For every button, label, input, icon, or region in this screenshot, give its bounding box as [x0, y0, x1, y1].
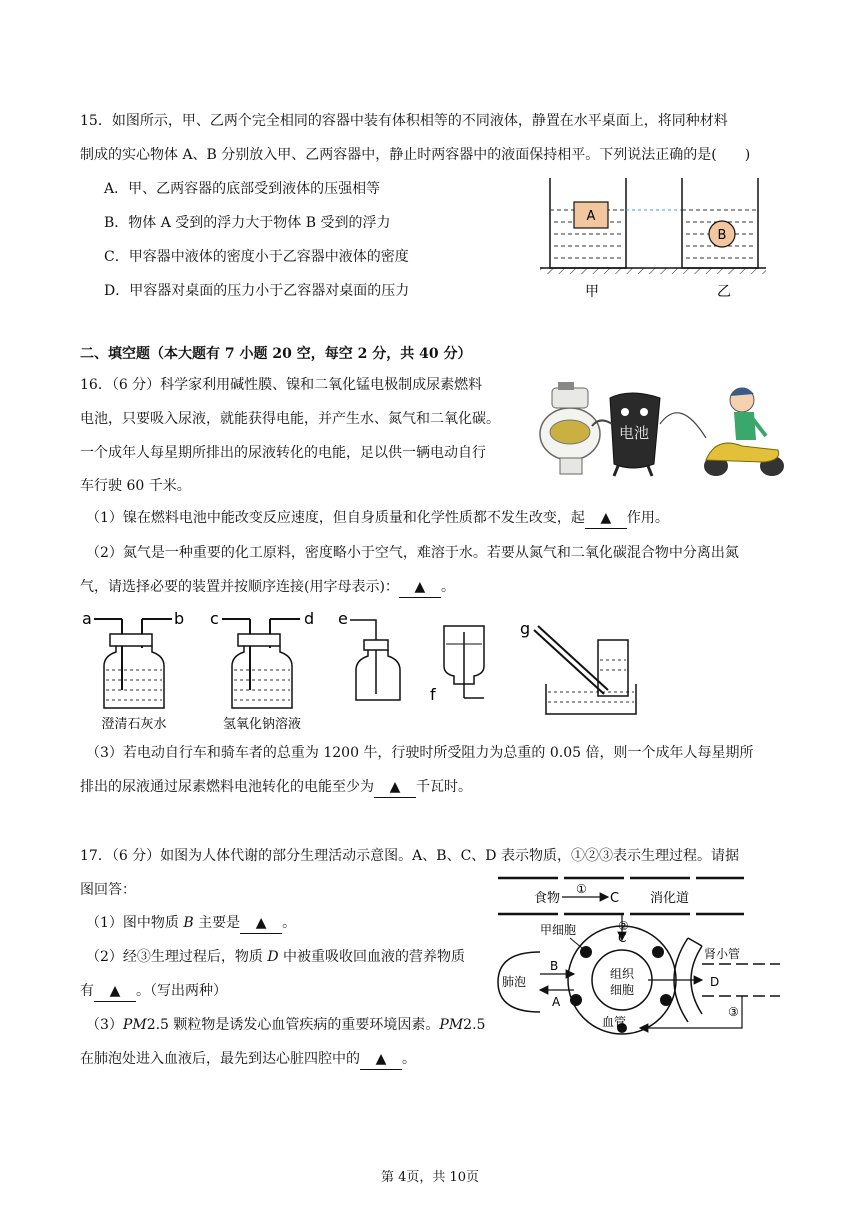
- q17-stem-line-1: 17．（6 分）如图为人体代谢的部分生理活动示意图。A、B、C、D 表示物质，①②③表示生理过程。请据: [80, 848, 739, 864]
- block-a-label: A: [586, 209, 596, 224]
- apparatus-label-naoh: 氢氧化钠溶液: [222, 717, 302, 732]
- apparatus-label-a: a: [82, 609, 92, 628]
- q16-stem-line-4: 车行驶 60 千米。: [80, 478, 191, 494]
- q17-part-3-line-2: [80, 1049, 416, 1070]
- diagram-cell-a: 甲细胞: [540, 923, 577, 937]
- diagram-tissue-2: 细胞: [609, 983, 635, 997]
- q16-part-1: [86, 508, 669, 529]
- diagram-food: 食物: [534, 891, 561, 906]
- container-jia-label: 甲: [585, 284, 599, 300]
- diagram-b: B: [550, 959, 559, 973]
- q17-stem-line-2: 图回答：: [80, 882, 136, 898]
- q15-option-c: C．甲容器中液体的密度小于乙容器中液体的密度: [104, 249, 409, 265]
- q16-part-2-line-2: [80, 577, 455, 598]
- apparatus-label-c: c: [210, 609, 219, 628]
- q16-part-3-end: 千瓦时。: [416, 779, 472, 795]
- apparatus-label-limewater: 澄清石灰水: [101, 717, 167, 732]
- q17-blank-3[interactable]: ▲: [360, 1049, 402, 1070]
- diagram-alveoli: 肺泡: [502, 975, 527, 989]
- q16-part-2-line-1: （2）氮气是一种重要的化工原料，密度略小于空气，难溶于水。若要从氮气和二氧化碳混合物中分离出氮: [86, 545, 739, 561]
- q16-part-3-line-2: [80, 777, 472, 798]
- q16-part-1-end: 作用。: [626, 510, 669, 526]
- page-footer: 第 4页，共 10页: [380, 1170, 480, 1185]
- q16-part-2-end: 。: [440, 579, 455, 595]
- diagram-process-2: ②: [618, 919, 629, 933]
- q17-part-2-line-1: [86, 947, 465, 967]
- diagram-tissue-1: 组织: [609, 967, 635, 981]
- q17-part-2-text-3: 有: [80, 983, 94, 999]
- q17-part-1: [86, 913, 296, 934]
- q16-stem-line-2: 电池，只要吸入尿液，就能获得电能，并产生水、氮气和二氧化碳。: [80, 411, 500, 427]
- q17-part-2-end: 。（写出两种）: [136, 983, 227, 999]
- q15-stem-line-2: 制成的实心物体 A、B 分别放入甲、乙两容器中，静止时两容器中的液面保持相平。下列说法正确的是( ): [80, 147, 751, 163]
- q17-part-3-text-2: 2.5: [463, 1017, 486, 1033]
- diagram-tubule: 肾小管: [704, 947, 741, 961]
- q17-var-b: B: [183, 915, 194, 931]
- ball-b-label: B: [717, 228, 727, 243]
- section-2-title: 二、填空题（本大题有 7 小题 20 空，每空 2 分，共 40 分）: [80, 346, 472, 362]
- apparatus-label-b: b: [174, 609, 185, 628]
- q17-var-d: D: [267, 949, 279, 965]
- q17-part-3-end: 。: [402, 1051, 416, 1067]
- q17-part-1-end: 。: [282, 915, 297, 931]
- q16-blank-2[interactable]: ▲: [399, 577, 441, 598]
- q17-pm-1: PM: [122, 1017, 147, 1033]
- apparatus-label-f: f: [430, 685, 436, 704]
- q17-part-1-text: （1）图中物质: [86, 915, 184, 931]
- q16-part-1-text: （1）镍在燃料电池中能改变反应速度，但自身质量和化学性质都不发生改变，起: [86, 510, 585, 526]
- q17-part-2-line-2: [80, 981, 227, 1002]
- q16-stem-line-3: 一个成年人每星期所排出的尿液转化的电能，足以供一辆电动自行: [80, 445, 486, 461]
- q17-part-1-text-2: 主要是: [193, 915, 241, 931]
- q17-pm-2: PM: [439, 1017, 464, 1033]
- q17-blank-2[interactable]: ▲: [94, 981, 136, 1002]
- q16-blank-3[interactable]: ▲: [374, 777, 416, 798]
- q16-part-3-text: 排出的尿液通过尿素燃料电池转化的电能至少为: [80, 779, 374, 795]
- apparatus-label-e: e: [338, 609, 348, 628]
- apparatus-label-g: g: [520, 619, 531, 638]
- q15-option-b: B．物体 A 受到的浮力大于物体 B 受到的浮力: [104, 215, 391, 231]
- diagram-vessel: 血管: [602, 1015, 627, 1029]
- q15-container-figure: [536, 172, 776, 302]
- diagram-digestive-tract: 消化道: [650, 891, 690, 906]
- q17-part-2-text-2: 中被重吸收回血液的营养物质: [278, 949, 466, 965]
- q16-part-3-line-1: （3）若电动自行车和骑车者的总重为 1200 牛，行驶时所受阻力为总重的 0.05 倍，则一个成年人每星期所: [86, 745, 754, 761]
- q17-blank-1[interactable]: ▲: [240, 913, 282, 934]
- container-yi-label: 乙: [717, 284, 731, 300]
- q17-part-3-text: 2.5 颗粒物是诱发心血管疾病的重要环境因素。: [146, 1017, 440, 1033]
- q15-option-d: D．甲容器对桌面的压力小于乙容器对桌面的压力: [104, 283, 410, 299]
- q16-fuel-cell-illustration: [530, 376, 790, 480]
- diagram-process-1: ①: [576, 882, 587, 896]
- diagram-d: D: [710, 975, 720, 989]
- q17-part-3-prefix: （3）: [86, 1017, 123, 1033]
- q16-apparatus-figure: [80, 604, 640, 732]
- q15-option-a: A．甲、乙两容器的底部受到液体的压强相等: [104, 181, 381, 197]
- diagram-c-top: C: [610, 891, 620, 906]
- q16-part-2-text: 气，请选择必要的装置并按顺序连接(用字母表示)：: [80, 579, 399, 595]
- q15-stem-line-1: 15．如图所示，甲、乙两个完全相同的容器中装有体积相等的不同液体，静置在水平桌面上，将同种材料: [80, 113, 728, 129]
- q17-part-3-text-3: 在肺泡处进入血液后，最先到达心脏四腔中的: [80, 1051, 360, 1067]
- q17-part-2-text: （2）经③生理过程后，物质: [86, 949, 268, 965]
- diagram-process-3: ③: [728, 1005, 739, 1019]
- q16-blank-1[interactable]: ▲: [585, 508, 627, 529]
- q16-stem-line-1: 16．（6 分）科学家利用碱性膜、镍和二氧化锰电极制成尿素燃料: [80, 377, 483, 393]
- apparatus-label-d: d: [304, 609, 315, 628]
- diagram-a: A: [552, 995, 561, 1009]
- diagram-c-mid: C: [618, 931, 627, 945]
- q17-part-3-line-1: [86, 1015, 485, 1035]
- battery-label: 电池: [618, 424, 650, 442]
- q17-metabolism-diagram: [490, 868, 786, 1040]
